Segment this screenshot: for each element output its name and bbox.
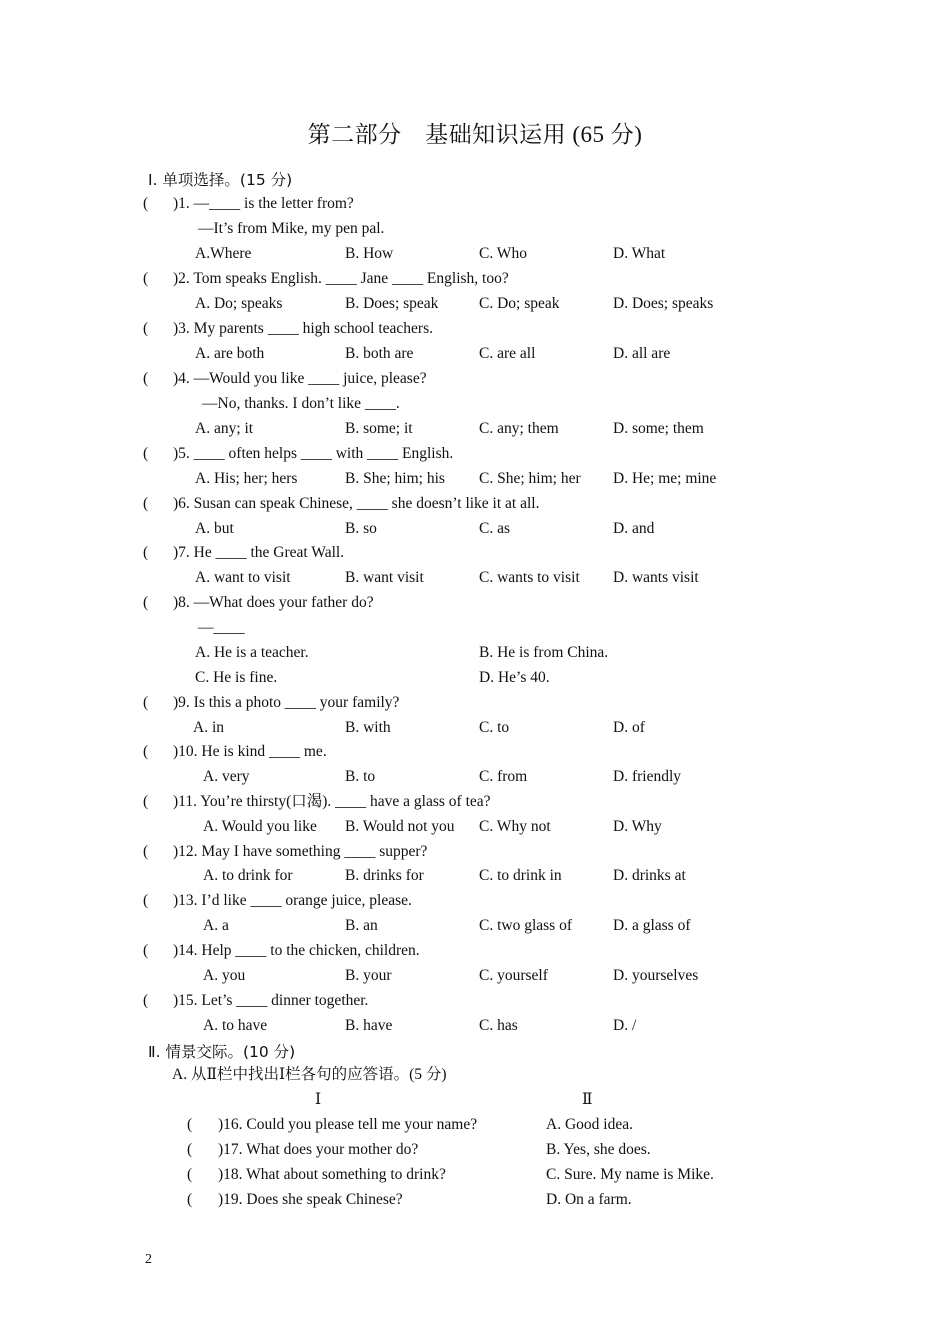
- option-a: A. Would you like: [203, 818, 317, 835]
- question-stem: )5. ____ often helps ____ with ____ English.: [173, 445, 454, 462]
- option-c: C. Who: [479, 245, 527, 262]
- question-stem: )11. You’re thirsty(口渴). ____ have a glass of tea?: [173, 793, 491, 810]
- answer-bracket: (: [187, 1191, 193, 1208]
- option-c: C. He is fine.: [195, 669, 278, 686]
- option-b: B. Does; speak: [345, 295, 439, 312]
- question-stem: )14. Help ____ to the chicken, children.: [173, 942, 420, 959]
- answer-bracket: (: [143, 793, 149, 810]
- answer-bracket: (: [143, 743, 149, 760]
- answer-bracket: (: [187, 1141, 193, 1158]
- option-c: C. yourself: [479, 967, 548, 984]
- option-c: C. Why not: [479, 818, 551, 835]
- option-a: A. very: [203, 768, 250, 785]
- answer-bracket: (: [143, 892, 149, 909]
- answer-bracket: (: [187, 1166, 193, 1183]
- column-2-header: Ⅱ: [582, 1091, 593, 1108]
- response-option: B. Yes, she does.: [546, 1141, 651, 1158]
- option-a: A. want to visit: [195, 569, 291, 586]
- option-b: B. both are: [345, 345, 414, 362]
- question-stem: )1. —____ is the letter from?: [173, 195, 354, 212]
- answer-bracket: (: [143, 694, 149, 711]
- question-stem: )12. May I have something ____ supper?: [173, 843, 428, 860]
- question-stem: )6. Susan can speak Chinese, ____ she doesn’t like it at all.: [173, 495, 540, 512]
- option-d: D. some; them: [613, 420, 704, 437]
- option-a: A. to drink for: [203, 867, 293, 884]
- question-stem: )13. I’d like ____ orange juice, please.: [173, 892, 412, 909]
- option-a: A. He is a teacher.: [195, 644, 309, 661]
- question-stem: )15. Let’s ____ dinner together.: [173, 992, 369, 1009]
- question-stem: )9. Is this a photo ____ your family?: [173, 694, 400, 711]
- option-a: A. to have: [203, 1017, 268, 1034]
- option-d: D. What: [613, 245, 666, 262]
- question-stem: )17. What does your mother do?: [218, 1141, 419, 1158]
- option-d: D. He’s 40.: [479, 669, 550, 686]
- question-line: —It’s from Mike, my pen pal.: [198, 220, 385, 237]
- option-d: D. friendly: [613, 768, 682, 785]
- option-d: D. drinks at: [613, 867, 686, 884]
- option-a: A. you: [203, 967, 246, 984]
- option-b: B. your: [345, 967, 392, 984]
- option-c: C. any; them: [479, 420, 559, 437]
- option-a: A. but: [195, 520, 234, 537]
- answer-bracket: (: [143, 843, 149, 860]
- question-stem: )3. My parents ____ high school teachers.: [173, 320, 433, 337]
- column-1-header: Ⅰ: [315, 1091, 322, 1108]
- response-option: D. On a farm.: [546, 1191, 632, 1208]
- page-title: 第二部分 基础知识运用 (65 分): [307, 122, 643, 147]
- option-b: B. with: [345, 719, 391, 736]
- option-d: D. and: [613, 520, 655, 537]
- answer-bracket: (: [143, 992, 149, 1009]
- answer-bracket: (: [143, 495, 149, 512]
- option-d: D. of: [613, 719, 645, 736]
- question-stem: )2. Tom speaks English. ____ Jane ____ English, too?: [173, 270, 509, 287]
- option-d: D. Why: [613, 818, 662, 835]
- option-a: A. in: [193, 719, 224, 736]
- answer-bracket: (: [143, 942, 149, 959]
- option-c: C. She; him; her: [479, 470, 581, 487]
- question-line: —____: [198, 619, 245, 636]
- option-b: B. He is from China.: [479, 644, 609, 661]
- option-c: C. wants to visit: [479, 569, 580, 586]
- option-a: A. any; it: [195, 420, 254, 437]
- option-d: D. He; me; mine: [613, 470, 717, 487]
- option-a: A. Do; speaks: [195, 295, 283, 312]
- option-b: B. have: [345, 1017, 393, 1034]
- option-a: A. a: [203, 917, 229, 934]
- response-option: C. Sure. My name is Mike.: [546, 1166, 714, 1183]
- answer-bracket: (: [143, 445, 149, 462]
- option-a: A.Where: [195, 245, 252, 262]
- option-b: B. some; it: [345, 420, 413, 437]
- answer-bracket: (: [143, 370, 149, 387]
- option-c: C. from: [479, 768, 528, 785]
- answer-bracket: (: [143, 594, 149, 611]
- question-stem: )18. What about something to drink?: [218, 1166, 446, 1183]
- option-d: D. all are: [613, 345, 671, 362]
- option-b: B. Would not you: [345, 818, 455, 835]
- option-b: B. an: [345, 917, 378, 934]
- answer-bracket: (: [143, 195, 149, 212]
- option-d: D. yourselves: [613, 967, 699, 984]
- option-c: C. are all: [479, 345, 536, 362]
- answer-bracket: (: [143, 544, 149, 561]
- option-c: C. to: [479, 719, 510, 736]
- question-stem: )16. Could you please tell me your name?: [218, 1116, 478, 1133]
- option-b: B. How: [345, 245, 394, 262]
- question-stem: )10. He is kind ____ me.: [173, 743, 327, 760]
- option-c: C. to drink in: [479, 867, 562, 884]
- part-a-instruction: A. 从Ⅱ栏中找出Ⅰ栏各句的应答语。(5 分): [172, 1066, 447, 1083]
- option-d: D. wants visit: [613, 569, 699, 586]
- answer-bracket: (: [143, 270, 149, 287]
- section-1-heading: Ⅰ. 单项选择。(15 分): [148, 171, 293, 189]
- option-b: B. want visit: [345, 569, 424, 586]
- option-a: A. His; her; hers: [195, 470, 298, 487]
- option-d: D. Does; speaks: [613, 295, 714, 312]
- option-b: B. She; him; his: [345, 470, 445, 487]
- question-stem: )7. He ____ the Great Wall.: [173, 544, 345, 561]
- option-d: D. a glass of: [613, 917, 691, 934]
- question-stem: )8. —What does your father do?: [173, 594, 374, 611]
- page-number: 2: [145, 1252, 152, 1267]
- section-2-heading: Ⅱ. 情景交际。(10 分): [148, 1043, 296, 1061]
- option-c: C. has: [479, 1017, 518, 1034]
- option-b: B. to: [345, 768, 376, 785]
- option-a: A. are both: [195, 345, 265, 362]
- option-b: B. drinks for: [345, 867, 424, 884]
- answer-bracket: (: [187, 1116, 193, 1133]
- option-d: D. /: [613, 1017, 637, 1034]
- option-b: B. so: [345, 520, 377, 537]
- response-option: A. Good idea.: [546, 1116, 633, 1133]
- option-c: C. two glass of: [479, 917, 572, 934]
- question-line: —No, thanks. I don’t like ____.: [202, 395, 400, 412]
- question-stem: )19. Does she speak Chinese?: [218, 1191, 403, 1208]
- question-stem: )4. —Would you like ____ juice, please?: [173, 370, 427, 387]
- answer-bracket: (: [143, 320, 149, 337]
- option-c: C. Do; speak: [479, 295, 560, 312]
- option-c: C. as: [479, 520, 510, 537]
